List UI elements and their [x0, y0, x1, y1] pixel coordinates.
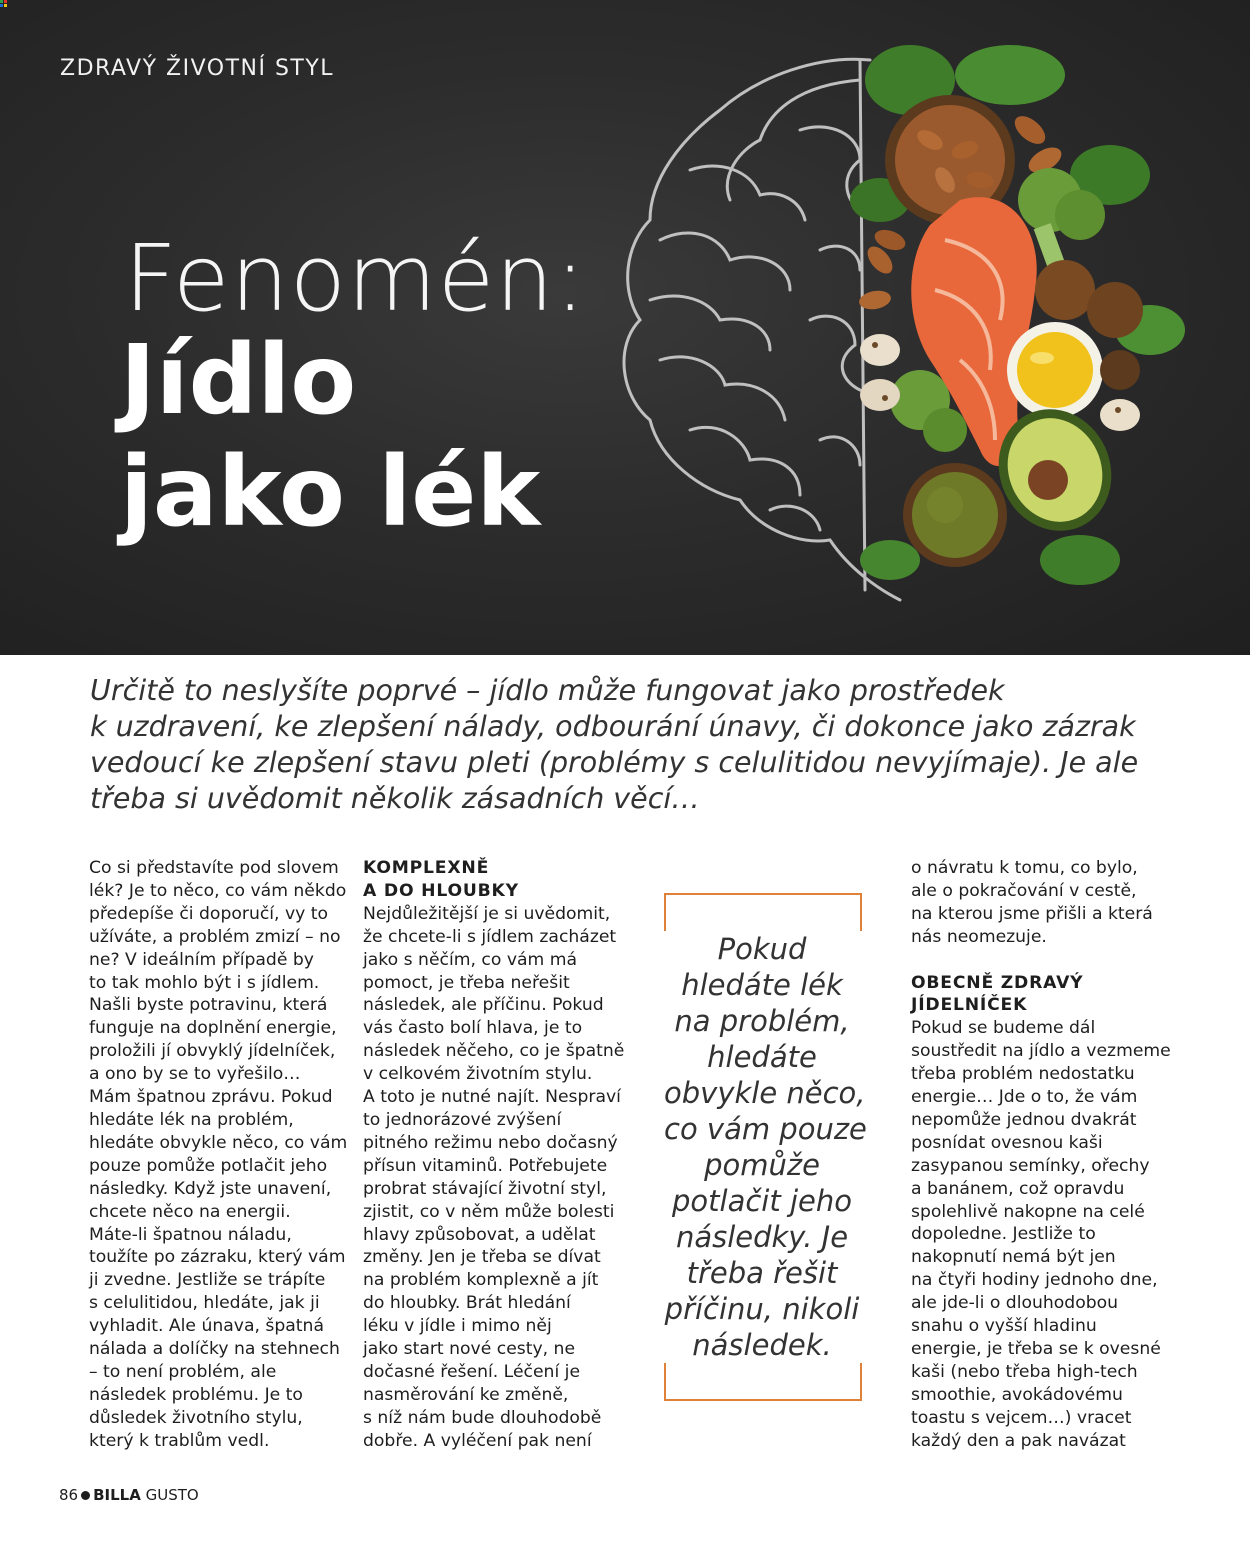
text-line: ne? V ideálním případě by — [89, 949, 314, 970]
text-line: změny. Jen je třeba se dívat — [363, 1247, 601, 1268]
text-line: energie… Jde o to, že vám — [911, 1087, 1138, 1108]
text-line: toužíte po zázraku, který vám — [89, 1247, 346, 1268]
text-line: Nejdůležitější je si uvědomit, — [363, 903, 611, 924]
text-line: s níž nám bude dlouhodobě — [363, 1407, 602, 1428]
text-line: toastu s vejcem…) vracet — [911, 1407, 1132, 1428]
text-line: hledáte lék na problém, — [89, 1109, 294, 1130]
quote-line: následky. Je — [675, 1220, 849, 1254]
quote-bracket-bottom — [664, 1363, 862, 1401]
text-line: dobře. A vyléčení pak není — [363, 1430, 592, 1451]
text-line: na čtyři hodiny jednoho dne, — [911, 1270, 1158, 1291]
text-line: ale jde-li o dlouhodobou — [911, 1293, 1119, 1314]
text-line: léku v jídle i mimo něj — [363, 1316, 552, 1337]
footer-brand: BILLA — [93, 1486, 141, 1504]
text-line: následek něčeho, co je špatně — [363, 1041, 625, 1062]
text-line: předepíše či doporučí, vy to — [89, 903, 329, 924]
text-line: nálada a dolíčky na stehnech — [89, 1339, 340, 1360]
text-line: pomoct, je třeba neřešit — [363, 972, 570, 993]
section-label: ZDRAVÝ ŽIVOTNÍ STYL — [60, 56, 335, 81]
text-line: zasypanou semínky, ořechy — [911, 1155, 1150, 1176]
section-heading: A DO HLOUBKY — [363, 880, 519, 901]
text-line: smoothie, avokádovému — [911, 1384, 1123, 1405]
text-line: do hloubky. Brát hledání — [363, 1293, 571, 1314]
section-heading: OBECNĚ ZDRAVÝ — [911, 972, 1084, 993]
text-line: energie, je třeba se k ovesné — [911, 1339, 1161, 1360]
quote-bracket-top — [664, 893, 862, 931]
text-line: – to není problém, ale — [89, 1361, 277, 1382]
text-line: nepomůže jednou dvakrát — [911, 1109, 1137, 1130]
text-line: následek, ale příčinu. Pokud — [363, 995, 604, 1016]
text-line: ji zvedne. Jestliže se trápíte — [89, 1270, 326, 1291]
text-line: kaši (nebo třeba high-tech — [911, 1361, 1138, 1382]
quote-line: příčinu, nikoli — [664, 1292, 860, 1326]
text-line: důsledek životního stylu, — [89, 1407, 303, 1428]
quote-line: hledáte — [707, 1040, 817, 1074]
text-line: probrat stávající životní styl, — [363, 1178, 607, 1199]
text-line: Pokud se budeme dál — [911, 1018, 1096, 1039]
section-heading: JÍDELNÍČEK — [911, 995, 1028, 1016]
text-line: který k trablům vedl. — [89, 1430, 270, 1451]
lead-line: vedoucí ke zlepšení stavu pleti (problémy s celulitidou nevyjímaje). Je ale — [90, 746, 1139, 779]
olive-oil-bowl — [1007, 322, 1103, 418]
text-line: nás neomezuje. — [911, 926, 1047, 947]
text-line: pitného režimu nebo dočasný — [363, 1132, 618, 1153]
text-line: na kterou jsme přišli a která — [911, 903, 1153, 924]
text-line: každý den a pak navázat — [911, 1430, 1126, 1451]
text-line: Našli byste potravinu, která — [89, 995, 328, 1016]
lead-line: třeba si uvědomit několik zásadních věcí… — [90, 782, 700, 815]
text-line: pouze pomůže potlačit jeho — [89, 1155, 328, 1176]
text-line: nakopnutí nemá být jen — [911, 1247, 1116, 1268]
quote-line: co vám pouze — [664, 1112, 867, 1146]
text-line: funguje na doplnění energie, — [89, 1018, 337, 1039]
text-line: Máte-li špatnou náladu, — [89, 1224, 292, 1245]
column-1 — [89, 857, 347, 1453]
title-line-1: Fenomén: — [124, 225, 587, 332]
footer-magazine: GUSTO — [145, 1486, 199, 1504]
chalk-brain-drawing — [624, 59, 900, 600]
text-line: posnídat ovesnou kaši — [911, 1132, 1103, 1153]
text-line: Mám špatnou zprávu. Pokud — [89, 1087, 333, 1108]
text-line: vás často bolí hlava, je to — [363, 1018, 583, 1039]
text-line: přísun vitaminů. Potřebujete — [363, 1155, 608, 1176]
quote-line: potlačit jeho — [672, 1184, 852, 1218]
text-line: ale o pokračování v cestě, — [911, 880, 1137, 901]
text-line: s celulitidou, hledáte, jak ji — [89, 1293, 320, 1314]
lead-line: k uzdravení, ke zlepšení nálady, odbourání únavy, či dokonce jako zázrak — [90, 710, 1136, 743]
text-line: A toto je nutné najít. Nespraví — [363, 1087, 621, 1108]
text-line: snahu o vyšší hladinu — [911, 1316, 1097, 1337]
page-number: 86 — [59, 1486, 79, 1504]
quote-line: na problém, — [674, 1004, 850, 1038]
quote-line: následek. — [692, 1328, 832, 1362]
text-line: soustředit na jídlo a vezmeme — [911, 1041, 1171, 1062]
quote-line: pomůže — [704, 1148, 820, 1182]
lead-line: Určitě to neslyšíte poprvé – jídlo může fungovat jako prostředek — [90, 674, 1005, 707]
text-line: jako s něčím, co vám má — [363, 949, 578, 970]
title-line-3: jako lék — [120, 436, 541, 548]
text-line: chcete něco na energii. — [89, 1201, 291, 1222]
text-line: hlavy způsobovat, a udělat — [363, 1224, 596, 1245]
quote-line: třeba řešit — [686, 1256, 838, 1290]
pull-quote-text — [664, 931, 867, 1363]
text-line: zjistit, co v něm může bolesti — [363, 1201, 615, 1222]
text-line: lék? Je to něco, co vám někdo — [89, 880, 347, 901]
column-2 — [363, 857, 624, 1453]
text-line: hledáte obvykle něco, co vám — [89, 1132, 348, 1153]
pull-quote — [664, 893, 867, 1401]
text-line: to jednorázové zvýšení — [363, 1109, 562, 1130]
quote-line: Pokud — [717, 932, 807, 966]
spacer — [911, 949, 1171, 972]
text-line: jako start nové cesty, ne — [363, 1339, 576, 1360]
text-line: třeba problém nedostatku — [911, 1064, 1135, 1085]
corner-color-dots-icon — [0, 0, 10, 8]
text-line: o návratu k tomu, co bylo, — [911, 858, 1138, 878]
title-line-2: Jídlo — [120, 324, 357, 436]
text-line: a ono by se to vyřešilo… — [89, 1064, 301, 1085]
page-footer — [59, 1486, 199, 1504]
text-line: nasměrování ke změně, — [363, 1384, 569, 1405]
text-line: následek problému. Je to — [89, 1384, 303, 1405]
lead-paragraph — [90, 673, 1170, 817]
section-heading: KOMPLEXNĚ — [363, 858, 490, 878]
bullet-dot-icon — [81, 1491, 90, 1500]
text-line: Co si představíte pod slovem — [89, 858, 339, 878]
column-4 — [911, 857, 1171, 1453]
text-line: že chcete-li s jídlem zacházet — [363, 926, 617, 947]
text-line: užíváte, a problém zmizí – no — [89, 926, 341, 947]
text-line: spolehlivě nakopne na celé — [911, 1201, 1145, 1222]
text-line: to tak mohlo být i s jídlem. — [89, 972, 320, 993]
text-line: proložili jí obvyklý jídelníček, — [89, 1041, 336, 1062]
text-line: dopoledne. Jestliže to — [911, 1224, 1096, 1245]
text-line: dočasné řešení. Léčení je — [363, 1361, 581, 1382]
text-line: a banánem, což opravdu — [911, 1178, 1125, 1199]
text-line: na problém komplexně a jít — [363, 1270, 599, 1291]
mung-bean-bowl — [903, 463, 1007, 567]
text-line: v celkovém životním stylu. — [363, 1064, 593, 1085]
hero-image — [0, 0, 1250, 655]
text-line: následky. Když jste unavení, — [89, 1178, 332, 1199]
quote-line: obvykle něco, — [664, 1076, 866, 1110]
text-line: vyhladit. Ale únava, špatná — [89, 1316, 324, 1337]
quote-line: hledáte lék — [681, 968, 843, 1002]
